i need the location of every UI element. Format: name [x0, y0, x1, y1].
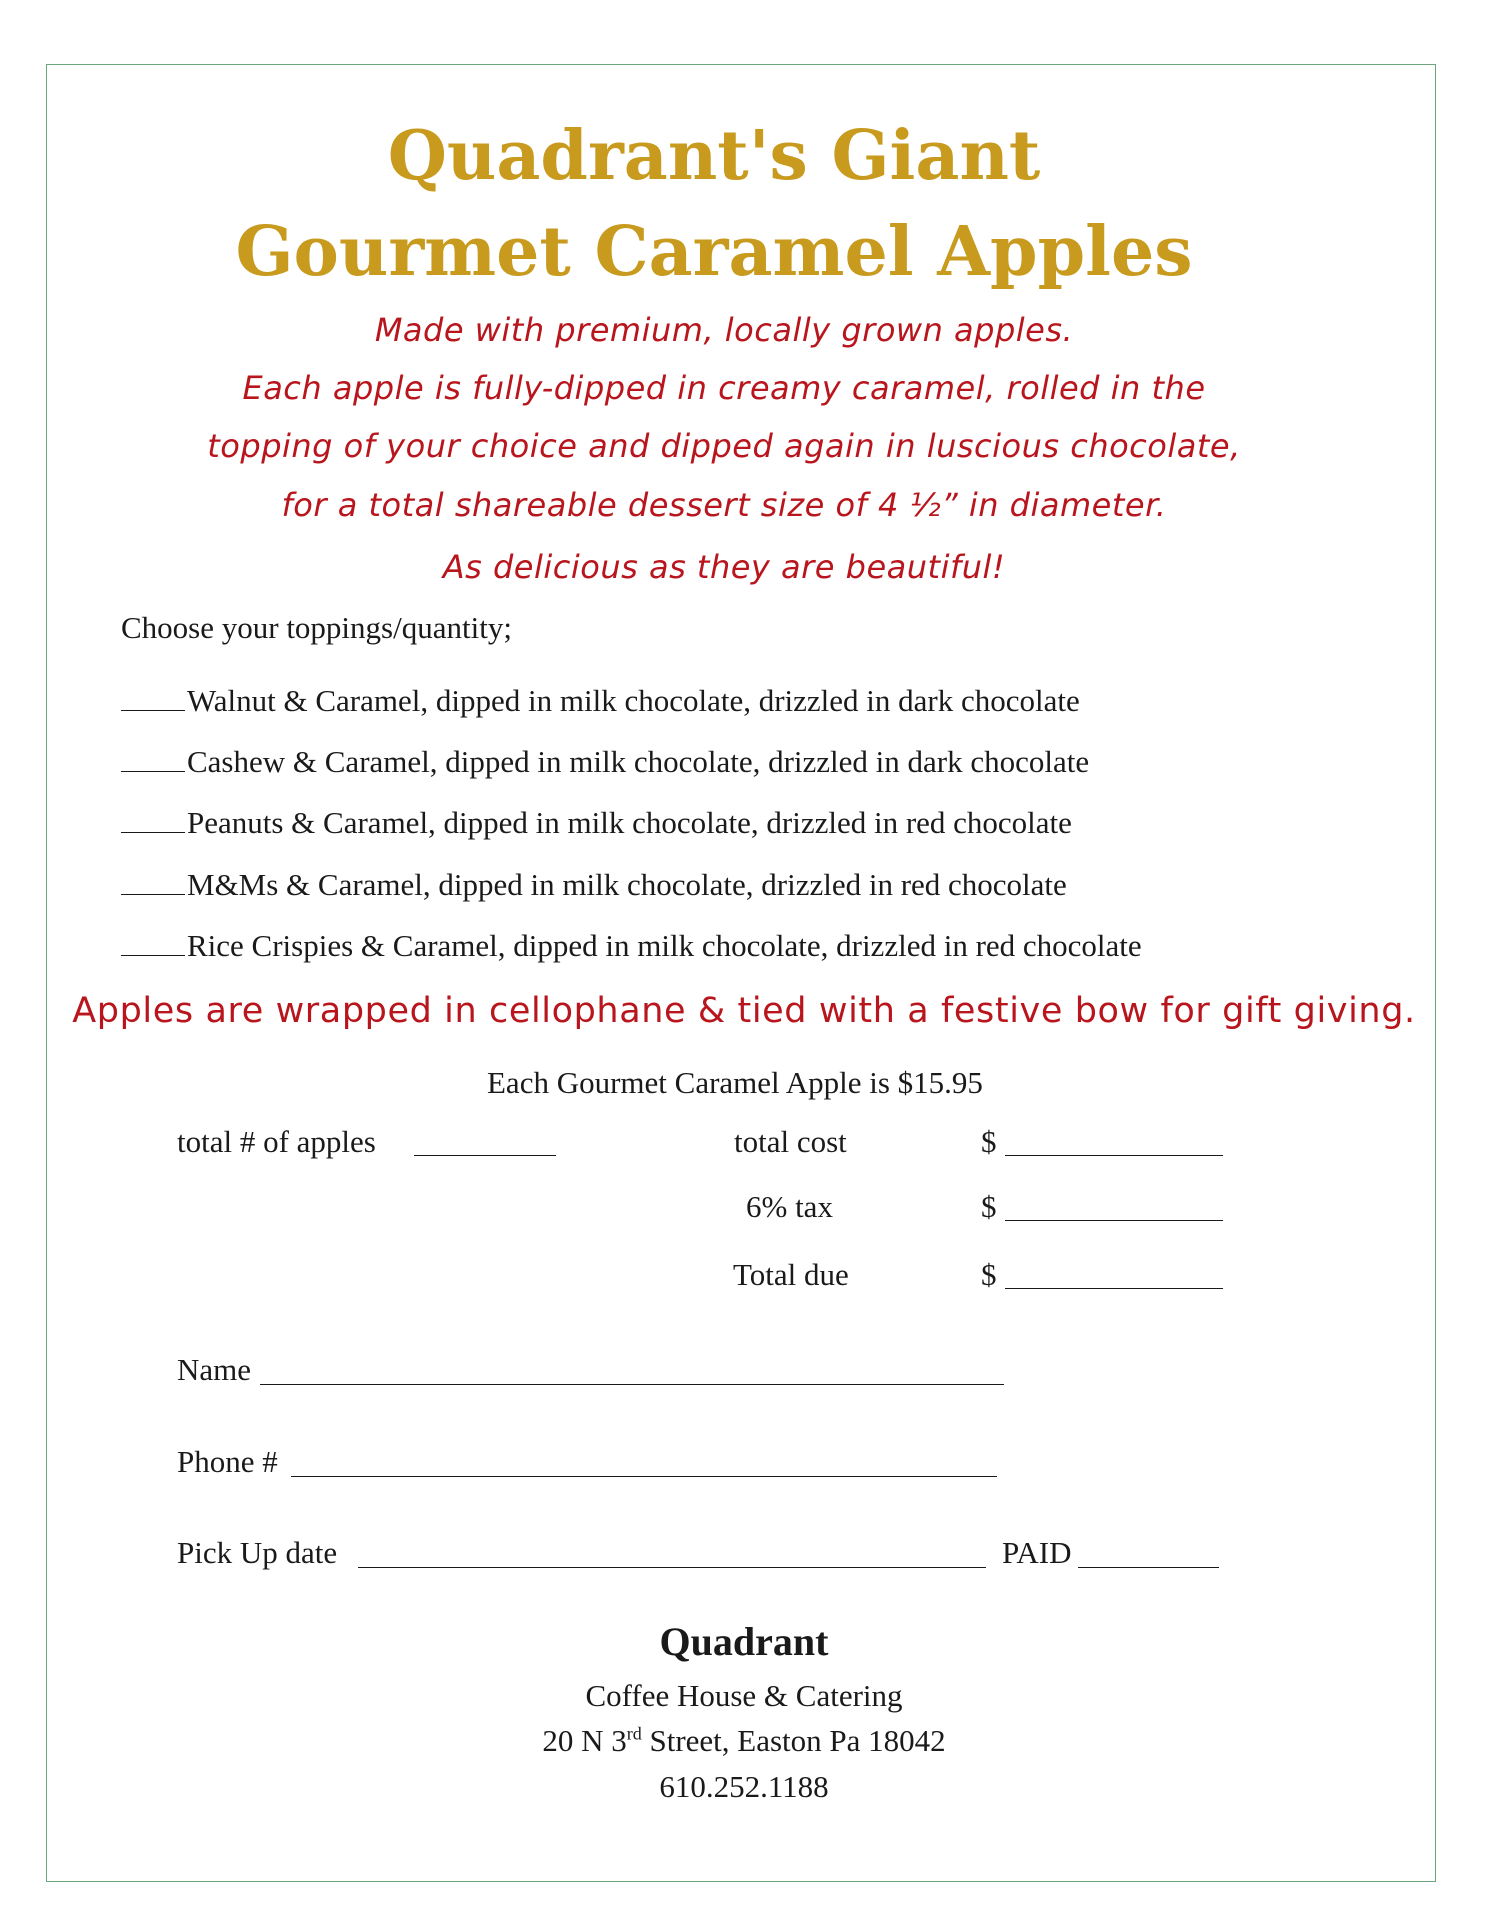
topping-label: Rice Crispies & Caramel, dipped in milk chocolate, drizzled in red chocolate: [187, 928, 1142, 963]
paid-field[interactable]: [1078, 1567, 1219, 1568]
intro-line-2: Each apple is fully-dipped in creamy caramel, rolled in the: [242, 369, 1206, 407]
intro-line-1: Made with premium, locally grown apples.: [374, 311, 1074, 349]
total-apples-label: total # of apples: [177, 1124, 376, 1159]
total-apples-field[interactable]: [414, 1155, 556, 1156]
quantity-blank-peanuts[interactable]: [121, 806, 185, 833]
tax-label: 6% tax: [746, 1189, 833, 1224]
topping-item: [121, 868, 1067, 900]
topping-label: M&Ms & Caramel, dipped in milk chocolate, drizzled in red chocolate: [187, 867, 1067, 902]
tax-field[interactable]: [1005, 1220, 1223, 1221]
topping-label: Cashew & Caramel, dipped in milk chocolate, drizzled in dark chocolate: [187, 744, 1090, 779]
pickup-date-label: Pick Up date: [177, 1535, 338, 1570]
wrapping-note: Apples are wrapped in cellophane & tied with a festive bow for gift giving.: [72, 991, 1416, 1031]
topping-item: [121, 745, 1089, 777]
business-address: [0, 1725, 1488, 1756]
currency-symbol: $: [981, 1124, 997, 1159]
intro-line-5: As delicious as they are beautiful!: [442, 548, 1006, 586]
phone-field[interactable]: [291, 1476, 997, 1477]
currency-symbol: $: [981, 1189, 997, 1224]
business-name: Quadrant: [659, 1619, 829, 1664]
total-due-field[interactable]: [1005, 1288, 1223, 1289]
topping-item: [121, 929, 1142, 961]
address-prefix: 20 N 3: [542, 1723, 627, 1758]
paid-label: PAID: [1002, 1535, 1072, 1570]
intro-line-4: for a total shareable dessert size of 4 ½” in diameter.: [281, 486, 1167, 524]
each-price: Each Gourmet Caramel Apple is $15.95: [487, 1065, 983, 1100]
quantity-blank-cashew[interactable]: [121, 745, 185, 772]
title-line-1: Quadrant's Giant: [387, 116, 1041, 196]
intro-line-3: topping of your choice and dipped again in luscious chocolate,: [207, 427, 1241, 465]
quantity-blank-mms[interactable]: [121, 868, 185, 895]
business-phone: 610.252.1188: [659, 1769, 829, 1804]
toppings-heading: Choose your toppings/quantity;: [121, 610, 512, 645]
quantity-blank-walnut[interactable]: [121, 684, 185, 711]
pickup-date-field[interactable]: [358, 1567, 986, 1568]
topping-item: [121, 806, 1072, 838]
name-label: Name: [177, 1352, 252, 1387]
address-ordinal: rd: [626, 1723, 642, 1744]
total-due-label: Total due: [733, 1257, 849, 1292]
topping-label: Peanuts & Caramel, dipped in milk chocolate, drizzled in red chocolate: [187, 805, 1072, 840]
quantity-blank-rice-crispies[interactable]: [121, 929, 185, 956]
name-field[interactable]: [260, 1384, 1004, 1385]
total-cost-label: total cost: [734, 1124, 847, 1159]
total-cost-field[interactable]: [1005, 1155, 1223, 1156]
topping-label: Walnut & Caramel, dipped in milk chocolate, drizzled in dark chocolate: [187, 683, 1080, 718]
address-suffix: Street, Easton Pa 18042: [641, 1723, 946, 1758]
business-subtitle: Coffee House & Catering: [585, 1678, 903, 1713]
title-line-2: Gourmet Caramel Apples: [235, 212, 1193, 292]
topping-item: [121, 684, 1080, 716]
phone-label: Phone #: [177, 1444, 278, 1479]
currency-symbol: $: [981, 1257, 997, 1292]
